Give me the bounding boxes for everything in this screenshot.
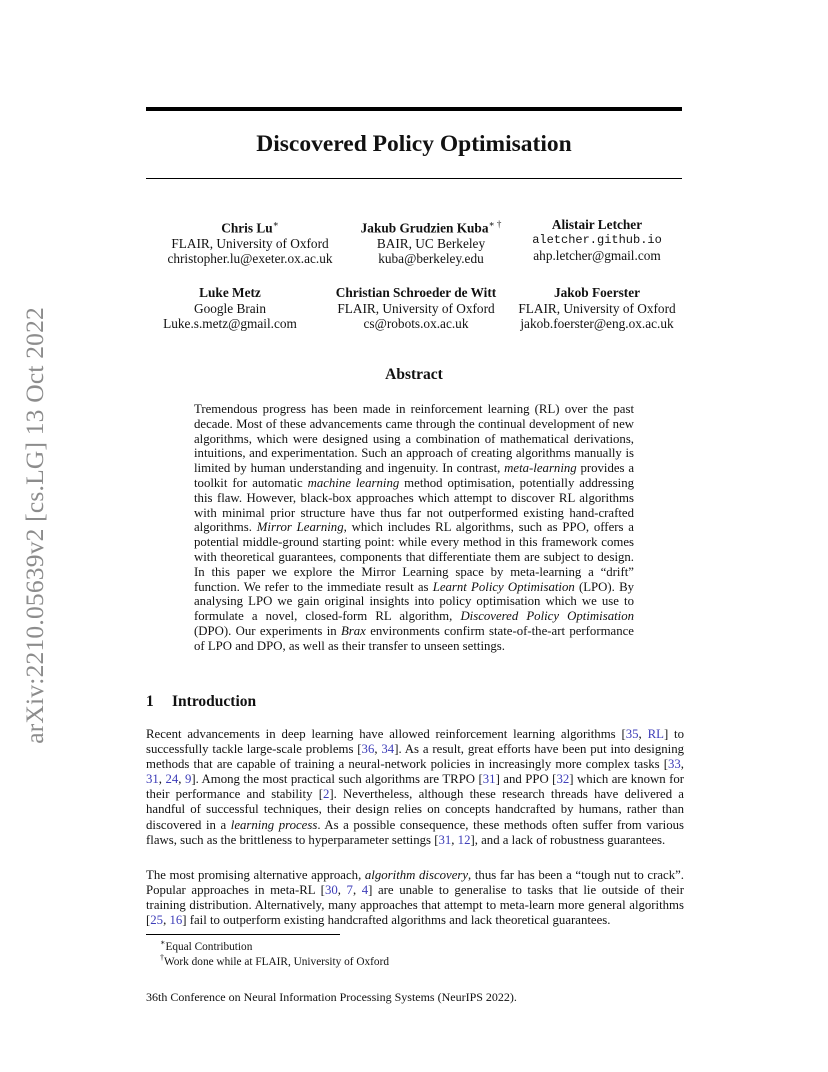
author-block [316,285,516,332]
footnote-mark: † [160,953,164,962]
section-number: 1 [146,693,154,710]
paragraph-text: ] are unable to generalise to tasks that lie outside of their training distribution. Alternatively, many approaches that attempt to meta-learn more general algorithms [ [146,883,684,928]
emphasis-text: algorithm discovery [364,868,469,882]
footnote-text: Work done while at FLAIR, University of Oxford [164,955,389,968]
citation-link[interactable]: 35 [625,727,639,741]
citation-link[interactable]: 2 [322,787,330,802]
author-affiliation: Google Brain [193,300,266,316]
paragraph-text: , [374,742,382,757]
section-title: Introduction [172,693,257,710]
paragraph-text: ] which are known for their performance and stability [ [146,772,685,802]
emphasis-text: Discovered Policy Optimisation [460,609,634,624]
author-block [502,285,692,332]
author-block [165,217,335,267]
author-mark: ∗ [272,219,279,229]
paper-title: Discovered Policy Optimisation [256,131,572,157]
paragraph-text: ]. Nevertheless, although these research threads have delivered a handful of successful techniques, their design relies on concepts handcrafted by humans, rather than discovered in a [146,787,684,832]
emphasis-text: Brax [340,623,366,638]
footnote-mark: ∗ [160,938,166,947]
author-email: christopher.lu@exeter.ox.ac.uk [167,251,333,267]
author-email: kuba@berkeley.edu [378,251,484,267]
paragraph-text: , [158,772,166,787]
paragraph-text: ]. Among the most practical such algorithms are TRPO [ [191,772,483,787]
paragraph-text: , thus far has been a “tough nut to crack”. Popular approaches in meta-RL [ [146,868,684,898]
paragraph-text: method optimisation, potentially addressing this flaw. However, black-box approaches which attempt to discover RL algorithms with minimal prior structure have thus far not outperformed existing hand-crafted algorithms. [194,475,634,535]
paragraph-text: , [451,832,458,847]
author-affiliation: FLAIR, University of Oxford [171,235,329,251]
citation-link[interactable]: 31 [146,772,159,787]
footnote-text: Equal Contribution [165,940,253,953]
author-affiliation: FLAIR, University of Oxford [337,300,495,316]
citation-link[interactable]: 31 [482,772,496,787]
body-paragraph [146,727,684,848]
citation-link[interactable]: 33 [668,757,681,772]
author-name: Jakob Foerster [553,285,641,300]
paragraph-text: Recent advancements in deep learning have allowed reinforcement learning algorithms [ [146,727,626,741]
paragraph-text: , [163,913,170,928]
body-paragraph [146,868,684,928]
citation-link[interactable]: 4 [361,883,369,898]
paragraph-text: , which includes RL algorithms, such as PPO, offers a potential middle-ground starting point: while every method in this framework comes with theoretical guarantees, components that differentiate them are subject to design. In this paper we explore the Mirror Learning space by meta-learning a “drift” function. We refer to the immediate result as [194,520,634,594]
paragraph-text: ], and a lack of robustness guarantees. [470,832,666,847]
author-email: Luke.s.metz@gmail.com [163,316,297,331]
emphasis-text: meta-learning [504,461,577,476]
footnote-rule [146,934,340,935]
venue-note: 36th Conference on Neural Information Processing Systems (NeurIPS 2022). [146,990,517,1004]
paragraph-text: provides a toolkit for automatic [194,461,634,490]
paragraph-text: , [638,727,648,741]
paragraph-text: , [337,883,347,898]
emphasis-text: learning process [230,817,318,832]
paragraph-text: , [352,883,362,898]
author-block [145,285,315,332]
paragraph-text: ] to successfully tackle large-scale problems [ [146,727,685,757]
footnote [160,951,389,969]
citation-link[interactable]: 9 [184,772,192,787]
author-name: Christian Schroeder de Witt [335,285,497,300]
citation-link[interactable]: 7 [346,883,353,898]
author-website: aletcher.github.io [532,232,662,247]
author-affiliation: FLAIR, University of Oxford [518,300,676,316]
emphasis-text: Learnt Policy Optimisation [432,579,575,594]
paragraph-text: , [178,772,185,787]
citation-link[interactable]: 16 [169,913,183,928]
paragraph-text: The most promising alternative approach, [146,868,365,882]
author-block [346,217,516,267]
citation-link[interactable]: 32 [556,772,570,787]
arxiv-identifier-text: arXiv:2210.05639v2 [cs.LG] 13 Oct 2022 [20,306,49,744]
citation-link[interactable]: 25 [150,913,164,928]
author-email: cs@robots.ox.ac.uk [363,316,469,331]
emphasis-text: machine learning [307,475,400,490]
paragraph-text: . As a possible consequence, these methods often suffer from various flaws, such as the brittleness to hyperparameter settings [ [146,817,685,847]
author-name: Alistair Letcher [551,217,643,232]
citation-link[interactable]: RL [647,727,664,741]
citation-link[interactable]: 12 [457,832,471,847]
citation-link[interactable]: 36 [361,742,375,757]
title-rule [146,178,682,179]
author-affiliation: BAIR, UC Berkeley [376,235,486,251]
citation-link[interactable]: 31 [438,832,452,847]
citation-link[interactable]: 30 [324,883,338,898]
paragraph-text: (LPO). By analysing LPO we gain original insights into policy optimisation which we use to formulate a novel, closed-form RL algorithm, [194,579,634,624]
citation-link[interactable]: 34 [381,742,395,757]
author-email: ahp.letcher@gmail.com [533,248,661,263]
paragraph-text: ] and PPO [ [495,772,557,787]
author-email: jakob.foerster@eng.ox.ac.uk [520,316,674,331]
abstract-body [194,402,634,654]
abstract-heading: Abstract [385,366,443,383]
paragraph-text: (DPO). Our experiments in [194,623,341,638]
paragraph-text: Tremendous progress has been made in reinforcement learning (RL) over the past decade. Most of these advancements came through the continual development of new algorithms, which were designed using a combination of mathematical derivations, intuitions, and experimentation. Such an approach of creating algorithms manually is limited by human understanding and ingenuity. In contrast, [194,402,634,476]
emphasis-text: Mirror Learning [256,520,344,535]
section-heading [146,693,256,711]
author-name: Chris Lu [221,220,273,236]
top-rule [146,107,682,111]
paragraph-text: ]. As a result, great efforts have been put into designing methods that are capable of training a neural-network policies in increasingly more complex tasks [ [146,742,684,772]
author-name: Jakub Grudzien Kuba [360,220,489,236]
author-block [512,217,682,264]
author-mark: ∗ † [488,219,502,229]
paragraph-text: , [680,757,684,772]
arxiv-identifier [22,290,48,760]
paragraph-text: ] fail to outperform existing handcrafted algorithms and lack theoretical guarantees. [182,913,611,928]
citation-link[interactable]: 24 [165,772,179,787]
paragraph-text: environments confirm state-of-the-art performance of LPO and DPO, as well as their transfer to unseen settings. [194,623,634,653]
author-name: Luke Metz [199,285,261,300]
